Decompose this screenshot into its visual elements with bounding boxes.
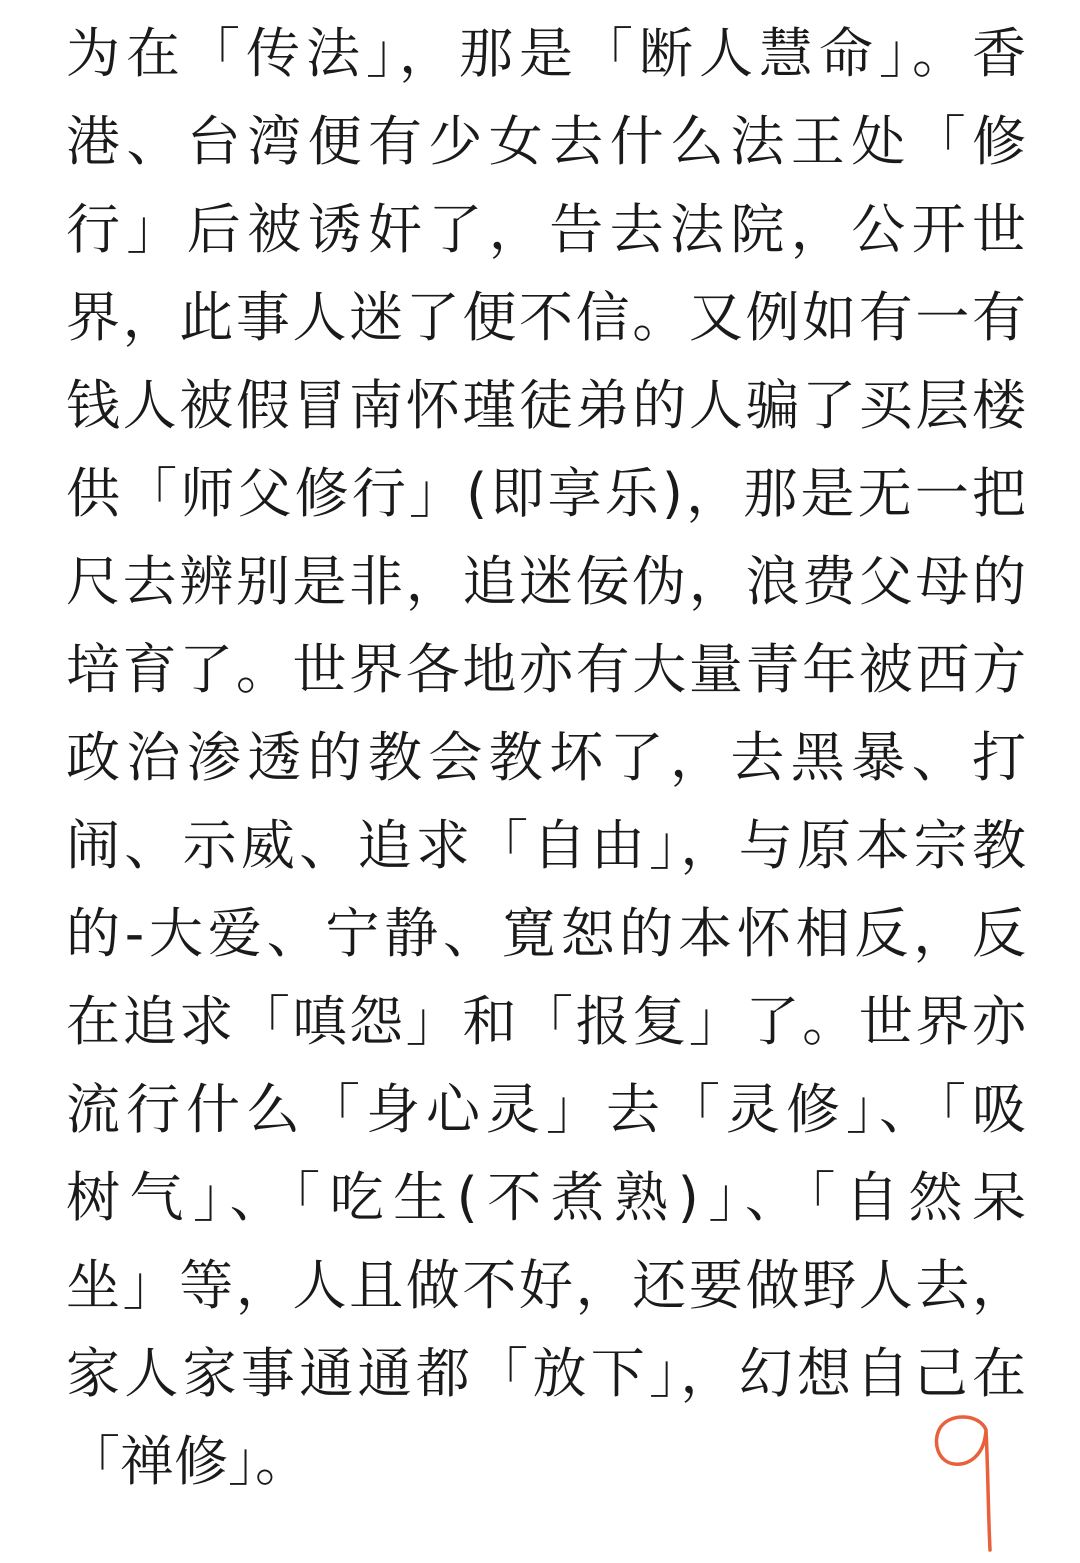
handwritten-page-number (928, 1408, 1008, 1558)
text-line-17: 「禅修」。 (66, 1430, 309, 1493)
text-line-7: 尺去辨别是非，追迷佞伪，浪费父母的 (66, 550, 1026, 613)
text-line-13: 流行什么「身心灵」去「灵修」、「吸 (66, 1078, 1026, 1141)
text-line-6: 供「师父修行」(即享乐)，那是无一把 (66, 462, 1026, 525)
text-line-1: 为在「传法」，那是「断人慧命」。香 (66, 22, 1026, 85)
text-line-10: 闹、示威、追求「自由」，与原本宗教 (66, 814, 1026, 877)
text-line-14: 树气」、「吃生(不煮熟)」、「自然呆 (66, 1166, 1026, 1229)
text-line-3: 行」后被诱奸了，告去法院，公开世 (66, 198, 1026, 261)
text-line-5: 钱人被假冒南怀瑾徒弟的人骗了买层楼 (66, 374, 1026, 437)
text-line-4: 界，此事人迷了便不信。又例如有一有 (66, 286, 1026, 349)
text-line-9: 政治渗透的教会教坏了，去黑暴、打 (66, 726, 1026, 789)
text-line-2: 港、台湾便有少女去什么法王处「修 (66, 110, 1026, 173)
handwritten-digit-nine (936, 1417, 990, 1550)
text-line-15: 坐」等，人且做不好，还要做野人去， (66, 1254, 1026, 1317)
text-line-8: 培育了。世界各地亦有大量青年被西方 (66, 638, 1026, 701)
text-line-11: 的-大爱、宁静、寛恕的本怀相反，反 (66, 902, 1026, 965)
text-line-16: 家人家事通通都「放下」，幻想自己在 (66, 1342, 1026, 1405)
body-text (66, 10, 1026, 1506)
text-line-12: 在追求「嗔怨」和「报复」了。世界亦 (66, 990, 1026, 1053)
